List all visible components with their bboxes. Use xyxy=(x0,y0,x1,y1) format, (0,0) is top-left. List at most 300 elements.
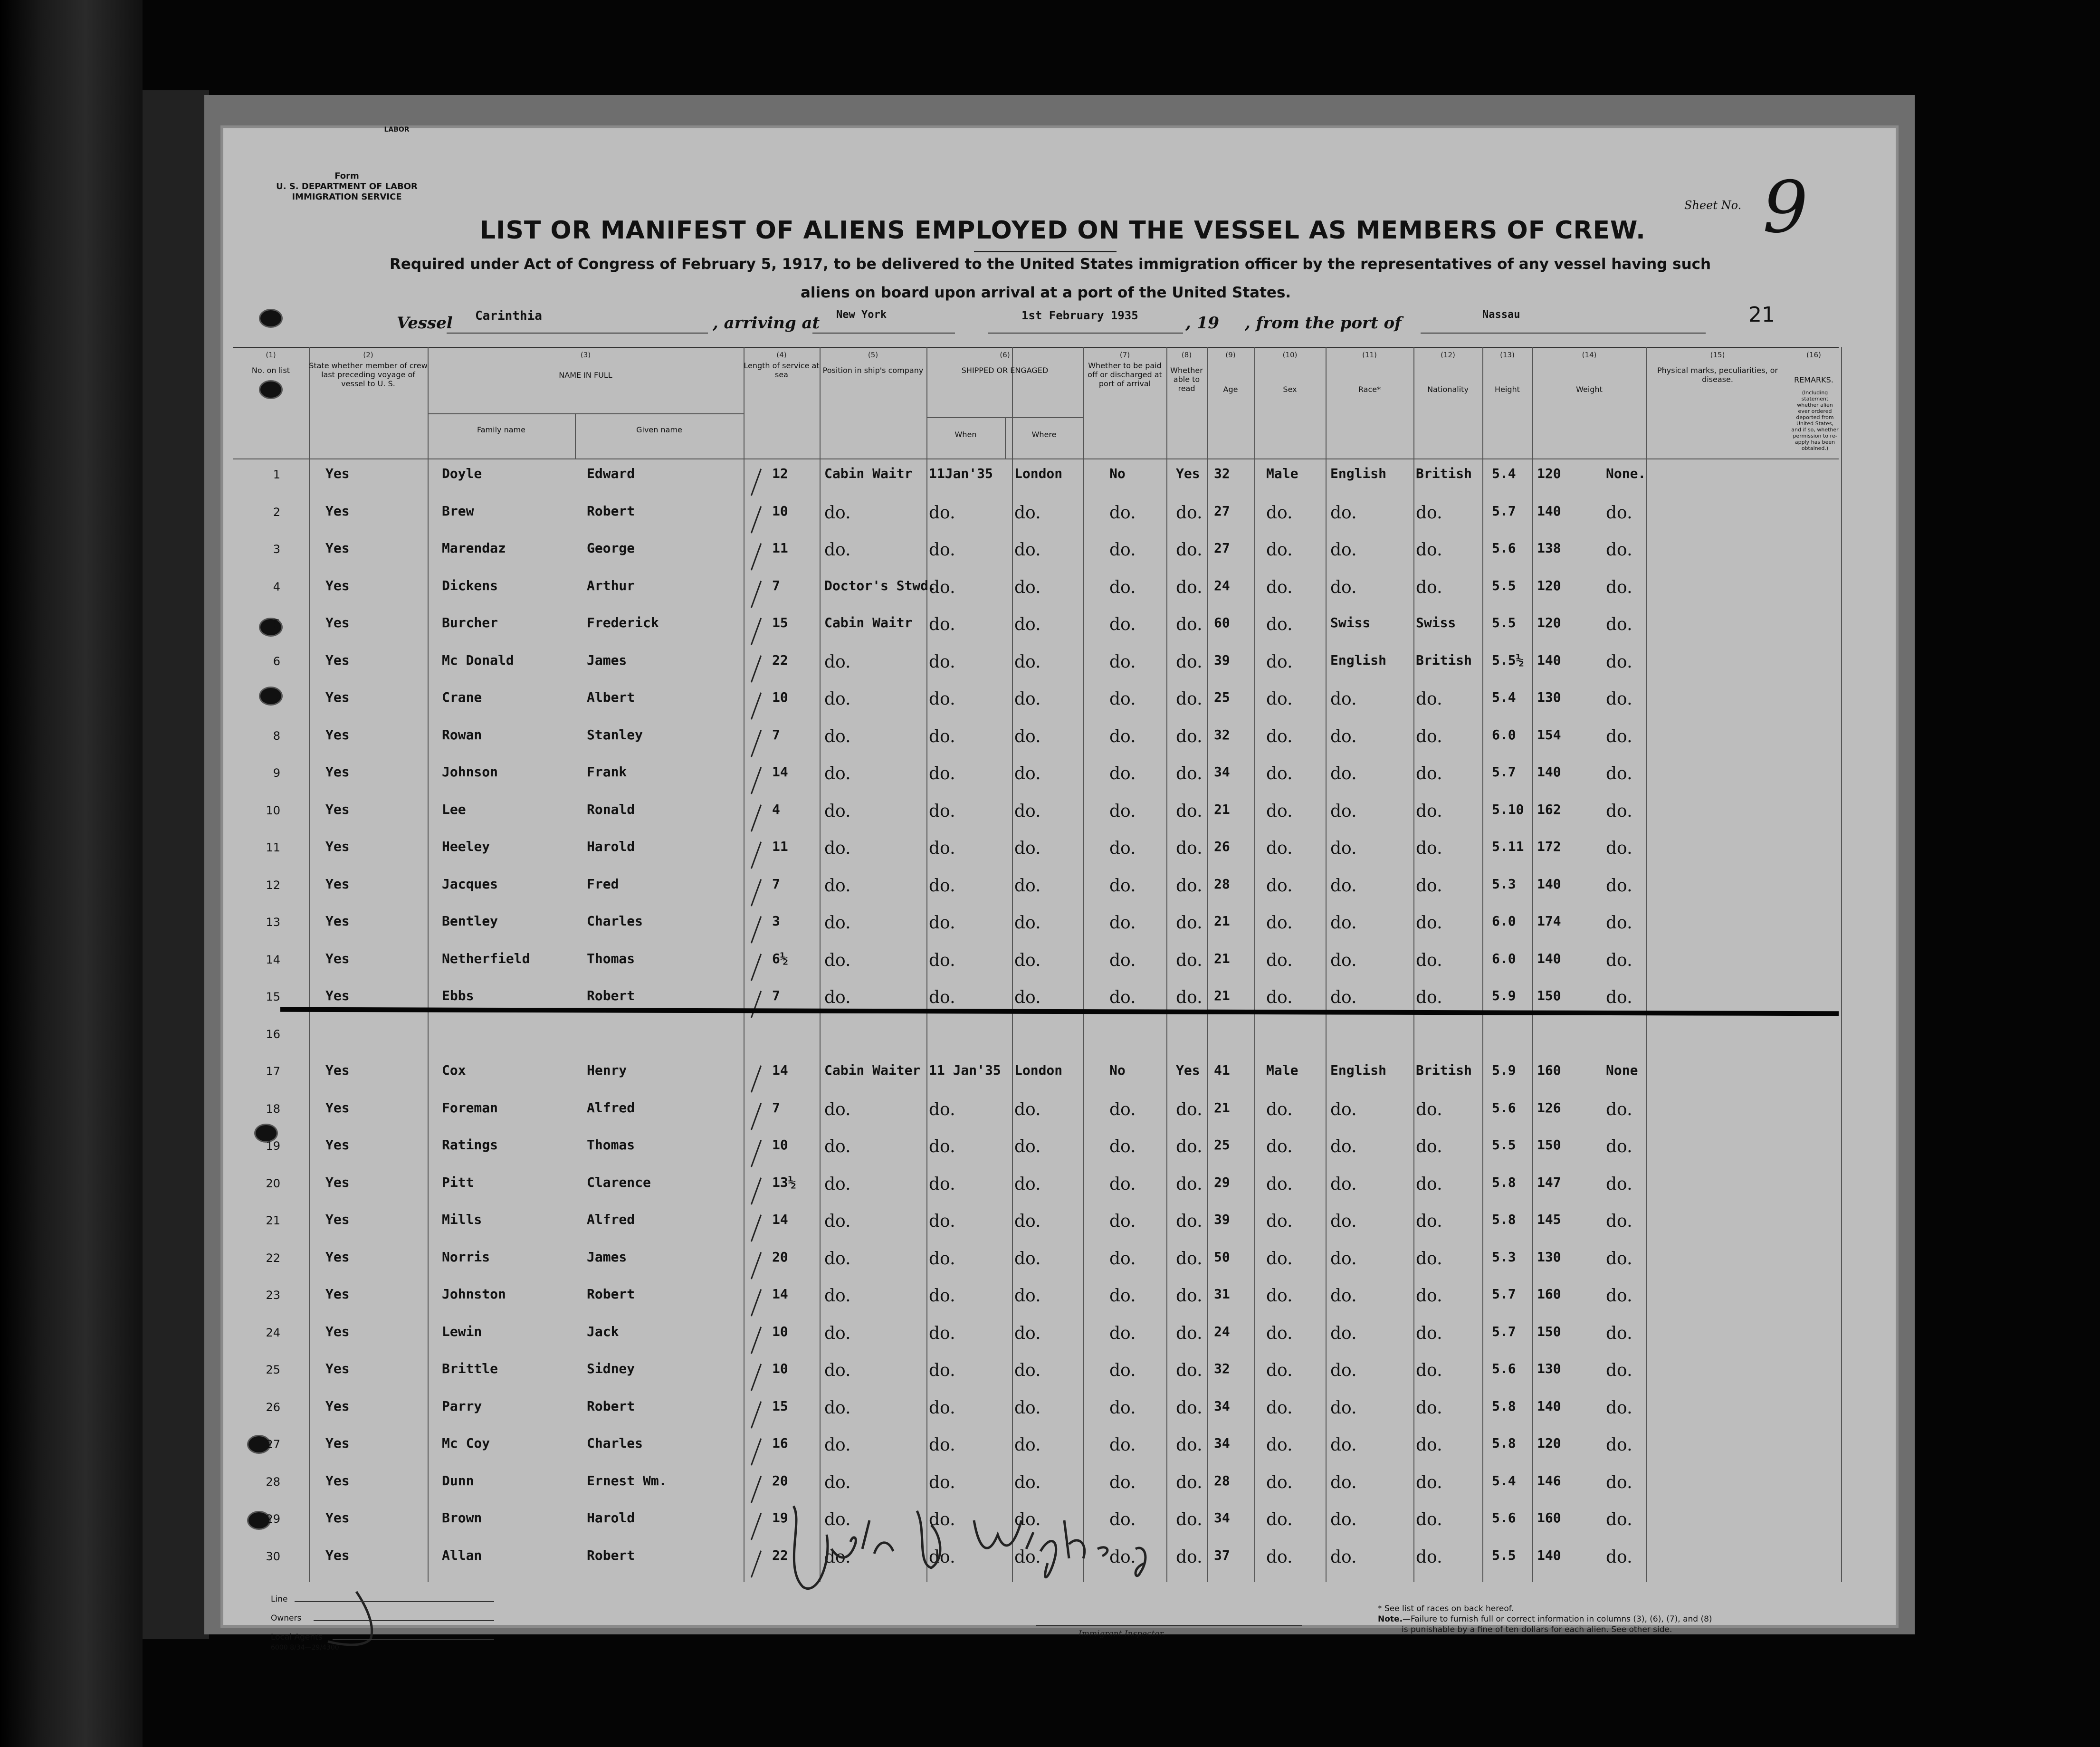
cell-position: do. xyxy=(824,1249,851,1269)
cell-marks: do. xyxy=(1606,839,1632,858)
cell-nationality: do. xyxy=(1416,764,1442,783)
cell-marks: do. xyxy=(1606,876,1632,896)
port-underline xyxy=(812,333,955,334)
column-header-c6b: Where xyxy=(1031,430,1057,439)
cell-position: do. xyxy=(824,652,851,672)
cell-family: Burcher xyxy=(442,615,498,630)
cell-nationality: do. xyxy=(1416,950,1442,970)
cell-when: do. xyxy=(929,1212,955,1231)
cell-race: do. xyxy=(1330,726,1357,746)
cell-nationality: Swiss xyxy=(1416,615,1456,630)
cell-age: 32 xyxy=(1214,726,1230,743)
cell-height: 5.7 xyxy=(1492,503,1516,519)
cell-family: Bentley xyxy=(442,913,498,929)
row-number: 10 xyxy=(266,803,280,817)
manifest-table xyxy=(233,347,1839,1582)
cell-given: Alfred xyxy=(587,1212,635,1227)
cell-where: do. xyxy=(1014,1174,1041,1194)
column-number: (11) xyxy=(1362,351,1377,359)
arrival-date: 1st February 1935 xyxy=(1021,309,1138,322)
cell-marks: do. xyxy=(1606,1361,1632,1380)
column-rule xyxy=(1326,347,1327,1582)
cell-prev: Yes xyxy=(325,1435,350,1451)
column-rule xyxy=(1482,347,1483,1582)
cell-service: 14 xyxy=(772,1062,788,1078)
cell-when: do. xyxy=(929,1323,955,1343)
cell-age: 34 xyxy=(1214,1398,1230,1414)
cell-where: do. xyxy=(1014,615,1041,634)
cell-read: do. xyxy=(1176,988,1203,1007)
cell-family: Mills xyxy=(442,1212,482,1227)
cell-when: 11Jan'35 xyxy=(929,466,993,481)
column-number: (9) xyxy=(1225,351,1236,359)
cell-sex: do. xyxy=(1266,839,1293,858)
cell-sex: do. xyxy=(1266,1249,1293,1269)
cell-weight: 140 xyxy=(1537,876,1561,892)
cell-given: Sidney xyxy=(587,1361,635,1376)
cell-height: 5.10 xyxy=(1492,801,1524,817)
cell-read: do. xyxy=(1176,1547,1203,1567)
cell-where: do. xyxy=(1014,950,1041,970)
cell-when: do. xyxy=(929,801,955,821)
cell-given: Robert xyxy=(587,503,635,519)
cell-service: 19 xyxy=(772,1510,788,1526)
cell-race: do. xyxy=(1330,1472,1357,1492)
cell-position: do. xyxy=(824,950,851,970)
cell-weight: 140 xyxy=(1537,764,1561,780)
cell-height: 5.5 xyxy=(1492,1137,1516,1153)
cell-service: 7 xyxy=(772,726,780,743)
cell-where: do. xyxy=(1014,1286,1041,1306)
cell-where: do. xyxy=(1014,1398,1041,1418)
cell-age: 24 xyxy=(1214,577,1230,593)
cell-weight: 150 xyxy=(1537,1137,1561,1153)
cell-family: Pitt xyxy=(442,1174,474,1190)
cell-family: Brittle xyxy=(442,1361,498,1376)
cell-paid: do. xyxy=(1109,1286,1136,1306)
cell-service: 10 xyxy=(772,503,788,519)
cell-race: do. xyxy=(1330,764,1357,783)
owners-label: Owners xyxy=(271,1613,302,1623)
cell-weight: 160 xyxy=(1537,1286,1561,1302)
cell-prev: Yes xyxy=(325,689,350,705)
binder-spine xyxy=(0,0,143,1747)
cell-paid: do. xyxy=(1109,540,1136,560)
inspector-underline xyxy=(1036,1625,1302,1626)
cell-nationality: do. xyxy=(1416,726,1442,746)
cell-sex: do. xyxy=(1266,988,1293,1007)
cell-sex: do. xyxy=(1266,1547,1293,1567)
cell-prev: Yes xyxy=(325,1323,350,1339)
cell-race: do. xyxy=(1330,876,1357,896)
cell-service: 20 xyxy=(772,1249,788,1265)
cell-nationality: British xyxy=(1416,1062,1472,1078)
cell-sex: do. xyxy=(1266,1137,1293,1156)
cell-race: do. xyxy=(1330,1099,1357,1119)
cell-weight: 120 xyxy=(1537,1435,1561,1451)
cell-weight: 130 xyxy=(1537,689,1561,705)
cell-given: Harold xyxy=(587,1510,635,1526)
cell-age: 26 xyxy=(1214,839,1230,854)
cell-family: Ratings xyxy=(442,1137,498,1153)
cell-marks: do. xyxy=(1606,615,1632,634)
column-rule xyxy=(1207,347,1208,1582)
column-number: (8) xyxy=(1181,351,1192,359)
cell-marks: do. xyxy=(1606,652,1632,672)
cell-marks: do. xyxy=(1606,1174,1632,1194)
cell-service: 11 xyxy=(772,540,788,556)
column-header-c5: Position in ship's company xyxy=(822,366,924,375)
cell-service: 13½ xyxy=(772,1174,796,1190)
column-rule xyxy=(1012,347,1013,1582)
cell-family: Mc Donald xyxy=(442,652,514,668)
cell-sex: do. xyxy=(1266,1398,1293,1418)
row-number: 23 xyxy=(266,1289,280,1302)
cell-service: 7 xyxy=(772,876,780,892)
cell-age: 39 xyxy=(1214,652,1230,668)
cell-weight: 160 xyxy=(1537,1062,1561,1078)
cell-given: Clarence xyxy=(587,1174,651,1190)
cell-given: Fred xyxy=(587,876,619,892)
cell-age: 21 xyxy=(1214,1099,1230,1116)
column-number: (15) xyxy=(1710,351,1725,359)
column-rule xyxy=(926,347,927,1582)
cell-weight: 130 xyxy=(1537,1249,1561,1265)
cell-read: do. xyxy=(1176,801,1203,821)
cell-age: 34 xyxy=(1214,1510,1230,1526)
cell-given: Ernest Wm. xyxy=(587,1472,667,1489)
service-stroke xyxy=(751,841,762,869)
cell-position: do. xyxy=(824,1510,851,1529)
cell-service: 14 xyxy=(772,1212,788,1227)
cell-read: do. xyxy=(1176,1472,1203,1492)
cell-race: do. xyxy=(1330,1212,1357,1231)
cell-when: do. xyxy=(929,1137,955,1156)
cell-when: do. xyxy=(929,1286,955,1306)
cell-position: do. xyxy=(824,913,851,933)
column-rule xyxy=(1083,347,1084,1582)
cell-given: Albert xyxy=(587,689,635,705)
cell-sex: do. xyxy=(1266,615,1293,634)
cell-prev: Yes xyxy=(325,577,350,593)
cell-sex: do. xyxy=(1266,1212,1293,1231)
cell-marks: do. xyxy=(1606,1510,1632,1529)
cell-when: do. xyxy=(929,988,955,1007)
cell-family: Dunn xyxy=(442,1472,474,1489)
cell-paid: do. xyxy=(1109,1323,1136,1343)
column-header-c14: Weight xyxy=(1576,385,1603,394)
cell-service: 7 xyxy=(772,1099,780,1116)
cell-when: do. xyxy=(929,652,955,672)
service-stroke xyxy=(751,879,762,906)
cell-given: James xyxy=(587,1249,627,1265)
cell-where: do. xyxy=(1014,726,1041,746)
service-stroke xyxy=(751,1177,762,1204)
cell-height: 5.8 xyxy=(1492,1435,1516,1451)
cell-position: do. xyxy=(824,1323,851,1343)
cell-age: 39 xyxy=(1214,1212,1230,1227)
cell-where: do. xyxy=(1014,577,1041,597)
row-number: 18 xyxy=(266,1102,280,1116)
cell-nationality: do. xyxy=(1416,913,1442,933)
cell-when: do. xyxy=(929,726,955,746)
cell-height: 5.4 xyxy=(1492,1472,1516,1489)
row-number: 6 xyxy=(273,654,280,668)
cell-prev: Yes xyxy=(325,1137,350,1153)
cell-race: do. xyxy=(1330,1361,1357,1380)
cell-read: Yes xyxy=(1176,466,1200,481)
cell-sex: do. xyxy=(1266,577,1293,597)
cell-family: Johnson xyxy=(442,764,498,780)
cell-where: do. xyxy=(1014,764,1041,783)
column-header-c8: Whether able to read xyxy=(1170,366,1203,393)
service-stroke xyxy=(751,1327,762,1354)
cell-sex: do. xyxy=(1266,540,1293,560)
service-stroke xyxy=(751,506,762,533)
row-number: 21 xyxy=(266,1214,280,1227)
column-header-c10: Sex xyxy=(1283,385,1297,394)
cell-weight: 140 xyxy=(1537,503,1561,519)
column-rule xyxy=(428,347,429,1582)
column-header-c11: Race* xyxy=(1358,385,1381,394)
cell-age: 32 xyxy=(1214,466,1230,481)
cell-marks: do. xyxy=(1606,1286,1632,1306)
service-label: IMMIGRATION SERVICE xyxy=(292,192,402,202)
cell-age: 34 xyxy=(1214,1435,1230,1451)
cell-position: do. xyxy=(824,1174,851,1194)
row-number: 26 xyxy=(266,1400,280,1414)
cell-age: 31 xyxy=(1214,1286,1230,1302)
cell-sex: do. xyxy=(1266,1286,1293,1306)
cell-family: Doyle xyxy=(442,466,482,481)
cell-age: 21 xyxy=(1214,988,1230,1003)
cell-height: 5.9 xyxy=(1492,988,1516,1003)
cell-weight: 162 xyxy=(1537,801,1561,817)
cell-when: do. xyxy=(929,1174,955,1194)
cell-height: 5.8 xyxy=(1492,1398,1516,1414)
cell-race: do. xyxy=(1330,839,1357,858)
row-number: 4 xyxy=(273,580,280,593)
cell-where: do. xyxy=(1014,1323,1041,1343)
service-stroke xyxy=(751,1214,762,1241)
row-number: 3 xyxy=(273,543,280,556)
cell-read: do. xyxy=(1176,1398,1203,1418)
cell-service: 10 xyxy=(772,689,788,705)
cell-prev: Yes xyxy=(325,1286,350,1302)
service-stroke xyxy=(751,1401,762,1428)
cell-read: do. xyxy=(1176,1212,1203,1231)
cell-paid: do. xyxy=(1109,764,1136,783)
cell-height: 5.5 xyxy=(1492,1547,1516,1563)
owners-underline xyxy=(314,1620,494,1621)
cell-service: 15 xyxy=(772,1398,788,1414)
cell-nationality: do. xyxy=(1416,540,1442,560)
cell-when: do. xyxy=(929,615,955,634)
cell-read: do. xyxy=(1176,540,1203,560)
cell-race: do. xyxy=(1330,801,1357,821)
cell-paid: do. xyxy=(1109,1361,1136,1380)
column-header-c3a: Family name xyxy=(477,425,525,434)
cell-prev: Yes xyxy=(325,1547,350,1563)
cell-nationality: do. xyxy=(1416,1361,1442,1380)
cell-prev: Yes xyxy=(325,1099,350,1116)
cell-service: 20 xyxy=(772,1472,788,1489)
cell-race: do. xyxy=(1330,503,1357,523)
cell-weight: 126 xyxy=(1537,1099,1561,1116)
arriving-port: New York xyxy=(836,309,887,321)
column-number: (10) xyxy=(1282,351,1298,359)
service-stroke xyxy=(751,618,762,645)
cell-nationality: do. xyxy=(1416,1398,1442,1418)
service-stroke xyxy=(751,1438,762,1465)
row-number: 22 xyxy=(266,1251,280,1265)
cell-read: Yes xyxy=(1176,1062,1200,1078)
row-number: 15 xyxy=(266,990,280,1003)
column-header-c6: SHIPPED OR ENGAGED xyxy=(961,366,1049,375)
cell-read: do. xyxy=(1176,1099,1203,1119)
cell-position: do. xyxy=(824,876,851,896)
date-underline xyxy=(988,333,1183,334)
name-sub-rule xyxy=(428,413,744,414)
cell-race: do. xyxy=(1330,540,1357,560)
service-stroke xyxy=(751,916,762,943)
cell-position: Doctor's Stwd. xyxy=(824,577,937,593)
column-rule xyxy=(1532,347,1533,1582)
cell-race: English xyxy=(1330,652,1387,668)
cell-service: 7 xyxy=(772,577,780,593)
cell-position: do. xyxy=(824,1099,851,1119)
cell-when: do. xyxy=(929,913,955,933)
cell-service: 10 xyxy=(772,1323,788,1339)
cell-read: do. xyxy=(1176,1323,1203,1343)
cell-when: do. xyxy=(929,540,955,560)
cell-where: do. xyxy=(1014,876,1041,896)
cell-paid: do. xyxy=(1109,876,1136,896)
footer-notes xyxy=(1378,1604,1853,1635)
service-stroke xyxy=(751,692,762,719)
cell-paid: do. xyxy=(1109,1435,1136,1455)
cell-marks: None xyxy=(1606,1062,1638,1078)
cell-where: do. xyxy=(1014,1361,1041,1380)
cell-position: do. xyxy=(824,764,851,783)
column-header-c6a: When xyxy=(955,430,977,439)
column-number: (5) xyxy=(868,351,878,359)
column-rule xyxy=(1254,347,1255,1582)
cell-weight: 150 xyxy=(1537,1323,1561,1339)
cell-race: do. xyxy=(1330,689,1357,709)
cell-read: do. xyxy=(1176,1286,1203,1306)
cell-weight: 120 xyxy=(1537,577,1561,593)
cell-prev: Yes xyxy=(325,652,350,668)
cell-marks: do. xyxy=(1606,764,1632,783)
service-stroke xyxy=(751,655,762,682)
service-stroke xyxy=(751,1550,762,1577)
cell-position: Cabin Waiter xyxy=(824,1062,921,1078)
cell-marks: do. xyxy=(1606,1398,1632,1418)
service-stroke xyxy=(751,1476,762,1503)
cell-position: do. xyxy=(824,1361,851,1380)
cell-family: Brown xyxy=(442,1510,482,1526)
cell-nationality: do. xyxy=(1416,801,1442,821)
cell-age: 28 xyxy=(1214,1472,1230,1489)
column-number: (4) xyxy=(776,351,787,359)
cell-given: Arthur xyxy=(587,577,635,593)
cell-given: Jack xyxy=(587,1323,619,1339)
cell-given: Frank xyxy=(587,764,627,780)
cell-sex: Male xyxy=(1266,1062,1298,1078)
service-stroke xyxy=(751,954,762,981)
cell-sex: do. xyxy=(1266,1099,1293,1119)
cell-family: Lee xyxy=(442,801,466,817)
cell-position: do. xyxy=(824,1435,851,1455)
cell-height: 5.4 xyxy=(1492,466,1516,481)
cell-paid: do. xyxy=(1109,652,1136,672)
page-number: 21 xyxy=(1748,303,1775,327)
cell-marks: do. xyxy=(1606,503,1632,523)
cell-family: Foreman xyxy=(442,1099,498,1116)
cell-paid: do. xyxy=(1109,689,1136,709)
cell-when: do. xyxy=(929,950,955,970)
cell-paid: do. xyxy=(1109,988,1136,1007)
cell-when: do. xyxy=(929,689,955,709)
row-number: 24 xyxy=(266,1326,280,1339)
cell-sex: do. xyxy=(1266,913,1293,933)
cell-paid: do. xyxy=(1109,1249,1136,1269)
cell-service: 22 xyxy=(772,652,788,668)
service-stroke xyxy=(751,1252,762,1279)
cell-prev: Yes xyxy=(325,988,350,1003)
cell-family: Rowan xyxy=(442,726,482,743)
cell-paid: do. xyxy=(1109,726,1136,746)
form-label: Form xyxy=(334,171,359,181)
cell-read: do. xyxy=(1176,876,1203,896)
cell-family: Marendaz xyxy=(442,540,506,556)
cell-marks: do. xyxy=(1606,801,1632,821)
cell-race: do. xyxy=(1330,988,1357,1007)
from-underline xyxy=(1421,333,1706,334)
cell-given: James xyxy=(587,652,627,668)
cell-race: English xyxy=(1330,466,1387,481)
form-code: 6000 8/34—29/4300 xyxy=(271,1644,339,1652)
cell-sex: do. xyxy=(1266,876,1293,896)
cell-height: 5.4 xyxy=(1492,689,1516,705)
cell-read: do. xyxy=(1176,1137,1203,1156)
line-underline xyxy=(295,1601,494,1602)
cell-height: 5.5 xyxy=(1492,615,1516,630)
row-number: 28 xyxy=(266,1475,280,1489)
row-number: 14 xyxy=(266,953,280,966)
row-number: 27 xyxy=(266,1438,280,1451)
cell-sex: do. xyxy=(1266,503,1293,523)
row-number: 12 xyxy=(266,878,280,892)
cell-race: do. xyxy=(1330,1137,1357,1156)
cell-race: do. xyxy=(1330,1323,1357,1343)
cell-age: 50 xyxy=(1214,1249,1230,1265)
cell-nationality: do. xyxy=(1416,1472,1442,1492)
cell-read: do. xyxy=(1176,689,1203,709)
cell-given: Edward xyxy=(587,466,635,481)
column-header-c9: Age xyxy=(1223,385,1238,394)
cell-marks: do. xyxy=(1606,988,1632,1007)
cell-read: do. xyxy=(1176,615,1203,634)
cell-marks: do. xyxy=(1606,1137,1632,1156)
cell-height: 5.5½ xyxy=(1492,652,1524,668)
cell-service: 6½ xyxy=(772,950,788,966)
cell-prev: Yes xyxy=(325,913,350,929)
cell-age: 29 xyxy=(1214,1174,1230,1190)
column-rule xyxy=(1413,347,1414,1582)
cell-read: do. xyxy=(1176,503,1203,523)
